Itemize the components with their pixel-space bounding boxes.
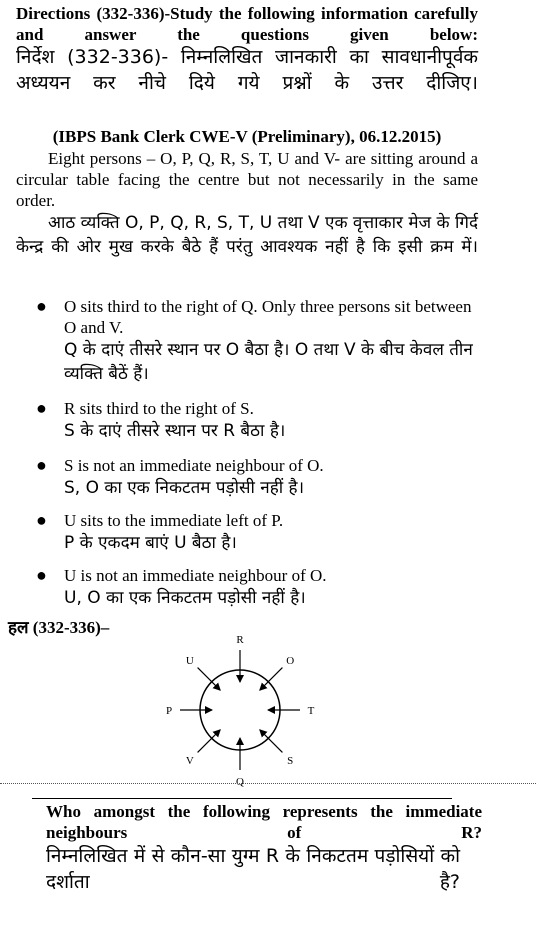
seat-arrow-s [260, 730, 283, 753]
bullet-icon: ● [36, 455, 47, 475]
seating-diagram [160, 630, 320, 790]
seat-label-v: V [185, 755, 194, 768]
condition-hindi: P के एकदम बाएं U बैठा है। [64, 533, 237, 553]
condition-english: S is not an immediate neighbour of O. [64, 456, 324, 475]
section-divider [0, 783, 536, 784]
solution-label: हल (332-336)– [8, 618, 110, 637]
seat-label-s: S [287, 755, 294, 768]
question-english: Who amongst the following represents the immediate neighbours of R? [46, 802, 482, 842]
seat-label-r: R [236, 634, 244, 646]
condition-english: U sits to the immediate left of P. [64, 511, 284, 530]
seat-arrow-u [198, 668, 221, 691]
source-citation: (IBPS Bank Clerk CWE-V (Preliminary), 06.12.2015) [52, 127, 442, 146]
condition-hindi: Q के दाएं तीसरे स्थान पर O बैठा है। O तथा V के बीच केवल तीन व्यक्ति बैठें हैं। [64, 340, 473, 384]
intro-english: Eight persons – O, P, Q, R, S, T, U and V- are sitting around a circular table facing the centre but not necessarily in the same order. [16, 149, 478, 210]
seat-arrow-v [198, 730, 221, 753]
directions-english: Directions (332-336)-Study the following information carefully and answer the questions given below: [16, 4, 478, 44]
seat-label-o: O [286, 654, 295, 667]
seat-label-p: P [165, 705, 173, 717]
bullet-icon: ● [36, 510, 47, 530]
bullet-icon: ● [36, 398, 47, 418]
directions-hindi: निर्देश (332-336)- निम्नलिखित जानकारी का सावधानीपूर्वक अध्ययन कर नीचे दिये गये प्रश्नों के उत्तर दीजिए। [16, 46, 478, 94]
question-hindi: निम्नलिखित में से कौन-सा युग्म R के निकटतम पड़ोसियों को दर्शाता है? [46, 845, 460, 893]
condition-1-text [64, 296, 484, 386]
seat-label-u: U [185, 654, 194, 667]
condition-hindi: U, O का एक निकटतम पड़ोसी नहीं है। [64, 588, 306, 608]
seat-arrow-o [260, 668, 283, 691]
condition-english: R sits third to the right of S. [64, 399, 254, 418]
bullet-icon: ● [36, 565, 47, 585]
condition-english: O sits third to the right of Q. Only three persons sit between O and V. [64, 297, 472, 337]
condition-3-text [64, 455, 484, 500]
bullet-icon: ● [36, 296, 47, 316]
question-rule [32, 798, 452, 799]
condition-5-text [64, 565, 484, 610]
condition-english: U is not an immediate neighbour of O. [64, 566, 327, 585]
condition-2-text [64, 398, 484, 443]
condition-4-text [64, 510, 484, 555]
condition-hindi: S के दाएं तीसरे स्थान पर R बैठा है। [64, 421, 286, 441]
condition-hindi: S, O का एक निकटतम पड़ोसी नहीं है। [64, 478, 305, 498]
seat-label-t: T [307, 705, 315, 717]
intro-hindi: आठ व्यक्ति O, P, Q, R, S, T, U तथा V एक वृत्ताकार मेज के गिर्द केन्द्र की ओर मुख करके बैठे हैं परंतु आवश्यक नहीं है कि इसी क्रम में। [16, 213, 478, 257]
seat-label-q: Q [236, 776, 244, 788]
